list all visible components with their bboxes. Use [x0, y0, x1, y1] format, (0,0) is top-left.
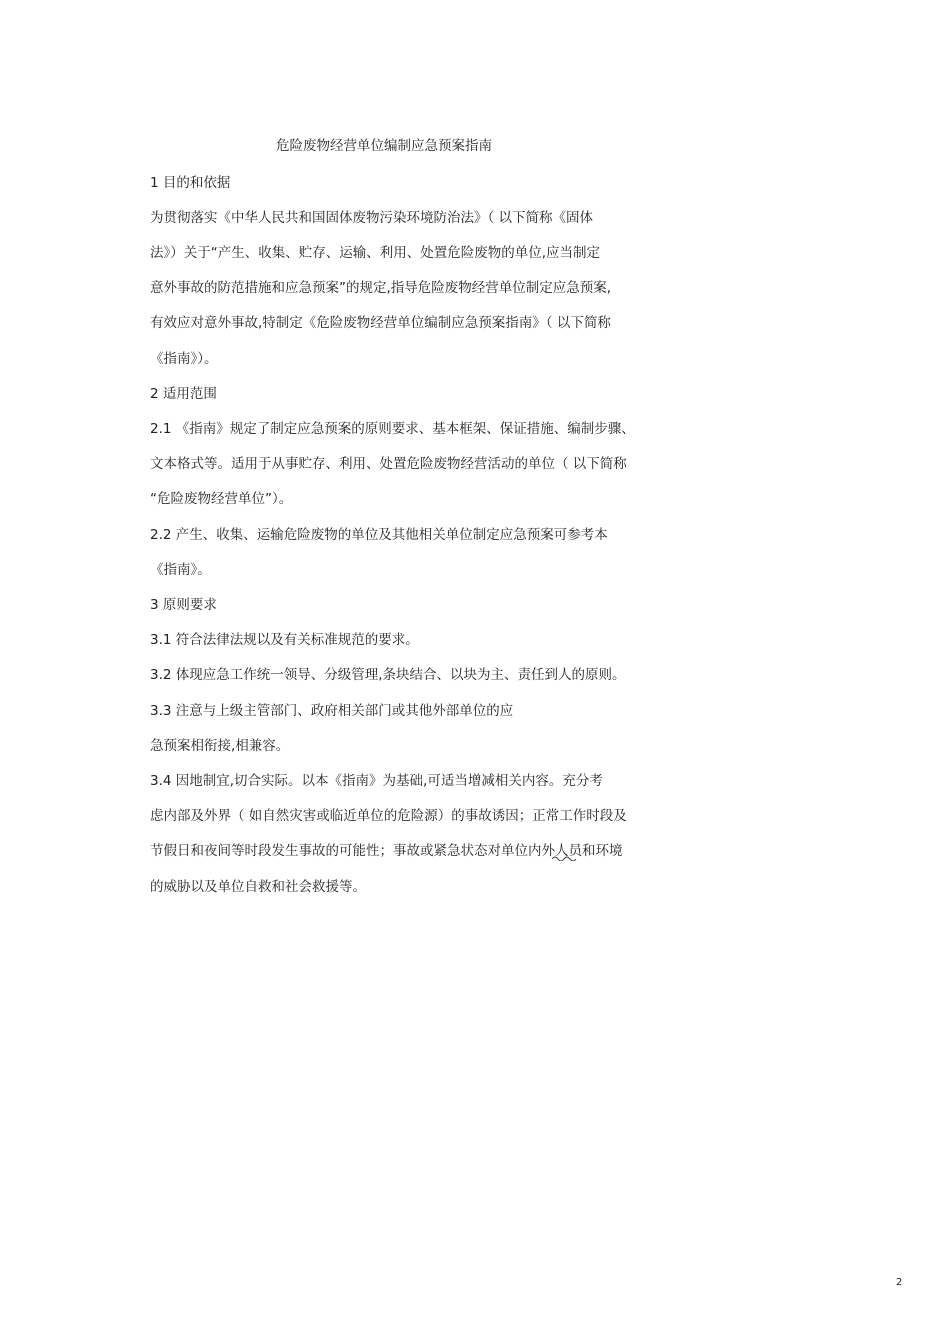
- paragraph-line: 文本格式等。适用于从事贮存、利用、处置危险废物经营活动的单位（ 以下简称: [150, 456, 627, 472]
- paragraph-line: 2.1 《指南》规定了制定应急预案的原则要求、基本框架、保证措施、编制步骤、: [150, 421, 635, 437]
- paragraph-line: 《指南》）。: [150, 351, 218, 367]
- paragraph-line: 3.2 体现应急工作统一领导、分级管理,条块结合、以块为主、责任到人的原则。: [150, 667, 626, 683]
- paragraph-line: 2.2 产生、收集、运输危险废物的单位及其他相关单位制定应急预案可参考本: [150, 527, 608, 543]
- paragraph-line: 虑内部及外界（ 如自然灾害或临近单位的危险源）的事故诱因；正常工作时段及: [150, 808, 627, 824]
- page-number: 2: [896, 1277, 903, 1288]
- spellcheck-squiggle-icon: [552, 855, 578, 861]
- paragraph-line: 3.1 符合法律法规以及有关标准规范的要求。: [150, 632, 419, 648]
- paragraph-line: 为贯彻落实《中华人民共和国固体废物污染环境防治法》（ 以下简称《固体: [150, 210, 594, 226]
- paragraph-line: 的威胁以及单位自救和社会救援等。: [150, 879, 366, 895]
- paragraph-line: 节假日和夜间等时段发生事故的可能性；事故或紧急状态对单位内外人员和环境: [150, 843, 623, 859]
- paragraph-line: 法》）关于“产生、收集、贮存、运输、利用、处置危险废物的单位,应当制定: [150, 245, 601, 261]
- paragraph-line: 《指南》。: [150, 562, 211, 578]
- paragraph-line: 3.3 注意与上级主管部门、政府相关部门或其他外部单位的应: [150, 703, 514, 719]
- paragraph-line: 有效应对意外事故,特制定《危险废物经营单位编制应急预案指南》（ 以下简称: [150, 315, 611, 331]
- paragraph-line: 3.4 因地制宜,切合实际。以本《指南》为基础,可适当增减相关内容。充分考: [150, 773, 603, 789]
- section-heading: 3 原则要求: [150, 597, 217, 613]
- section-heading: 1 目的和依据: [150, 175, 231, 191]
- paragraph-line: 急预案相衔接,相兼容。: [150, 738, 290, 754]
- paragraph-line: “危险废物经营单位”）。: [150, 491, 293, 507]
- section-heading: 2 适用范围: [150, 386, 217, 402]
- paragraph-line: 意外事故的防范措施和应急预案”的规定,指导危险废物经营单位制定应急预案,: [150, 280, 612, 296]
- document-title: 危险废物经营单位编制应急预案指南: [276, 138, 492, 154]
